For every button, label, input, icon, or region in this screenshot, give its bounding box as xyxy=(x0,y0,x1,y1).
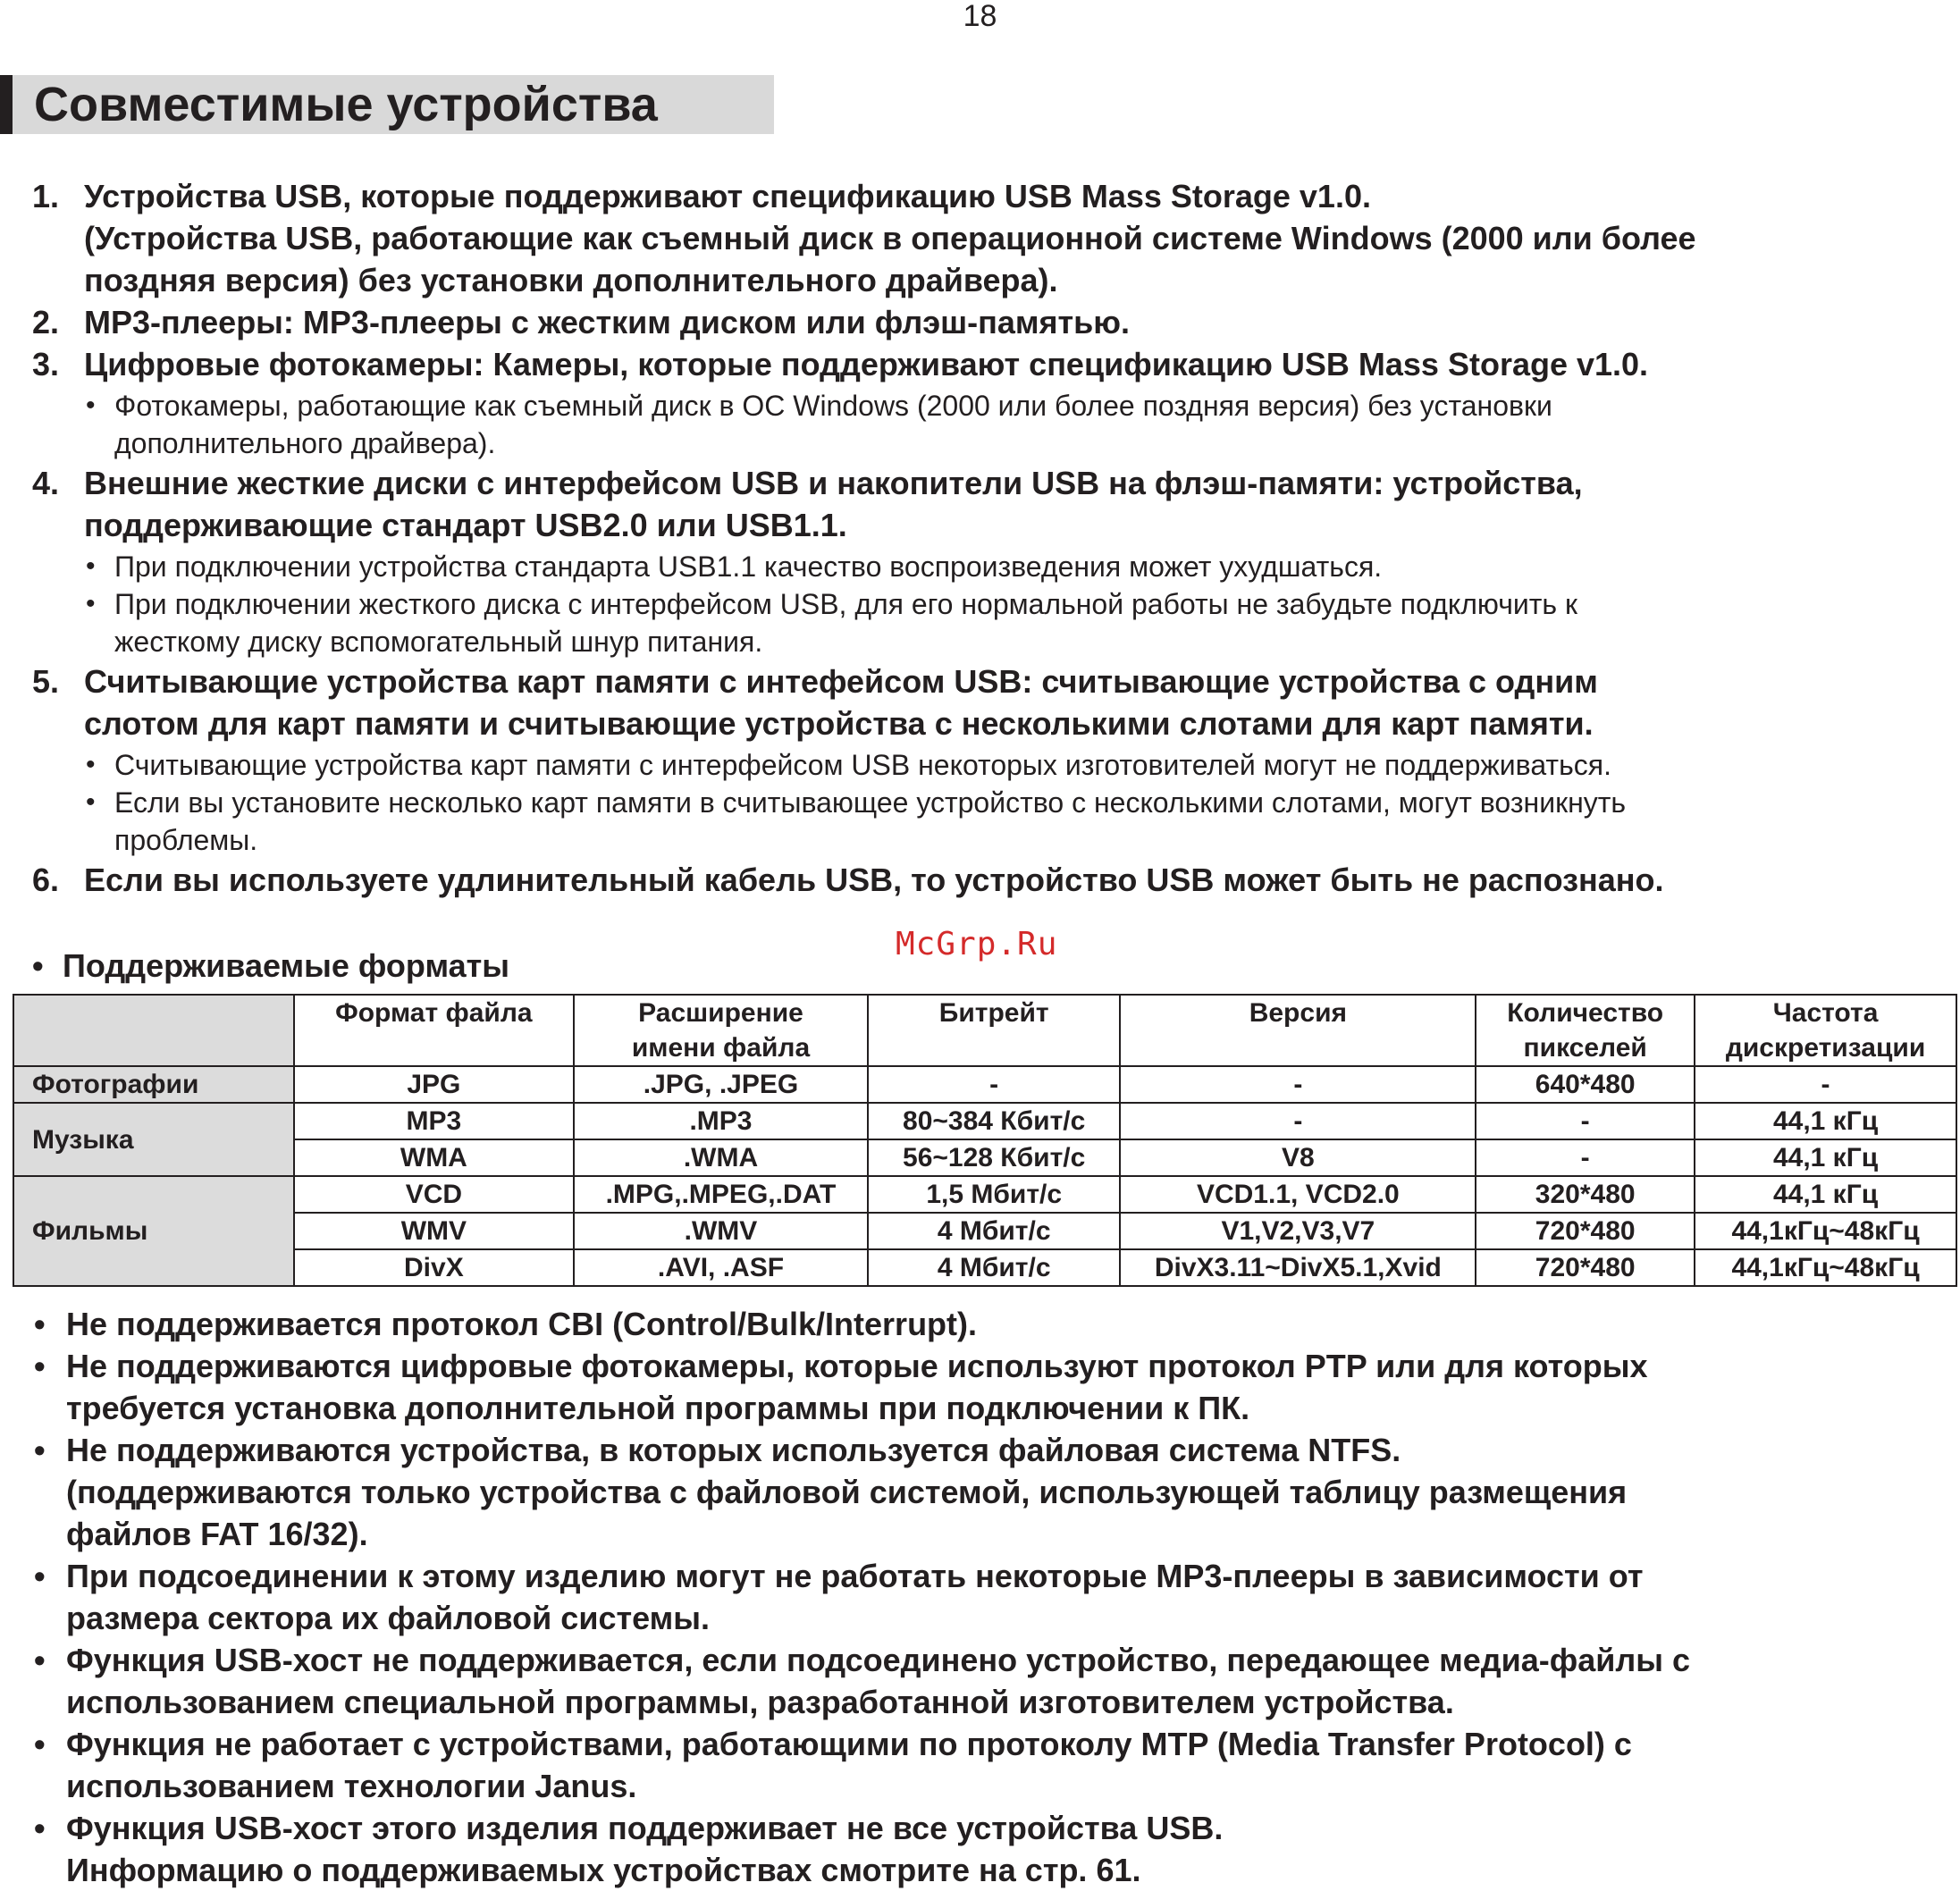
table-cell: - xyxy=(1120,1066,1476,1103)
category-cell: Фильмы xyxy=(13,1176,294,1286)
table-header-row xyxy=(13,995,1956,1066)
item-text: MP3-плееры: MP3-плееры с жестким диском или флэш-памятью. xyxy=(84,304,1130,340)
note-text: Функция не работает с устройствами, работающими по протоколу MTP (Media Transfer Protocol) с xyxy=(66,1726,1632,1762)
bullet-icon: • xyxy=(34,1810,46,1846)
table-cell: .MPG,.MPEG,.DAT xyxy=(574,1176,868,1213)
table-header: Количество пикселей xyxy=(1476,995,1695,1066)
notes-list xyxy=(32,1303,1954,1891)
table-cell: MP3 xyxy=(294,1103,574,1139)
note-item xyxy=(32,1723,1954,1807)
bullet-icon: • xyxy=(86,787,96,817)
bullet-icon: • xyxy=(86,589,96,618)
list-item xyxy=(32,301,1936,343)
table-header: Формат файла xyxy=(294,995,574,1066)
watermark: McGrp.Ru xyxy=(896,926,1058,962)
item-number: 5. xyxy=(32,663,60,700)
page-title: Совместимые устройства xyxy=(34,78,658,131)
note-text: требуется установка дополнительной программы при подключении к ПК. xyxy=(66,1390,1250,1426)
list-item xyxy=(32,462,1936,660)
item-number: 1. xyxy=(32,178,60,214)
table-row xyxy=(13,1176,1956,1213)
table-row xyxy=(13,1213,1956,1249)
formats-table xyxy=(13,994,1957,1287)
item-text: поддерживающие стандарт USB2.0 или USB1.1. xyxy=(84,507,847,543)
table-cell: JPG xyxy=(294,1066,574,1103)
table-cell: DivX xyxy=(294,1249,574,1286)
table-cell: .JPG, .JPEG xyxy=(574,1066,868,1103)
table-cell: 44,1 кГц xyxy=(1695,1103,1956,1139)
table-row xyxy=(13,1249,1956,1286)
bullet-icon: • xyxy=(34,1306,46,1342)
table-cell: 720*480 xyxy=(1476,1249,1695,1286)
item-text: Внешние жесткие диски с интерфейсом USB и накопители USB на флэш-памяти: устройства, xyxy=(84,465,1583,501)
table-cell: - xyxy=(1476,1103,1695,1139)
item-text: слотом для карт памяти и считывающие устройства с несколькими слотами для карт памяти. xyxy=(84,705,1594,742)
item-number: 6. xyxy=(32,861,60,898)
note-text: размера сектора их файловой системы. xyxy=(66,1600,711,1636)
table-cell: .MP3 xyxy=(574,1103,868,1139)
category-cell: Фотографии xyxy=(13,1066,294,1103)
table-cell: 1,5 Мбит/с xyxy=(868,1176,1121,1213)
category-cell: Музыка xyxy=(13,1103,294,1176)
formats-heading xyxy=(32,946,509,987)
table-cell: WMV xyxy=(294,1213,574,1249)
table-cell: - xyxy=(1120,1103,1476,1139)
table-cell: 56~128 Кбит/с xyxy=(868,1139,1121,1176)
list-item xyxy=(32,343,1936,462)
formats-heading-text: Поддерживаемые форматы xyxy=(63,947,509,984)
page-number: 18 xyxy=(963,0,997,33)
note-text: использованием технологии Janus. xyxy=(66,1768,637,1804)
compatible-devices-list xyxy=(32,175,1936,901)
sub-bullet-list xyxy=(84,548,1936,660)
bullet-icon: • xyxy=(34,1432,46,1468)
note-text: Не поддерживаются устройства, в которых используется файловая система NTFS. xyxy=(66,1432,1401,1468)
table-cell: 4 Мбит/с xyxy=(868,1249,1121,1286)
sub-bullet xyxy=(84,746,1936,784)
bullet-icon: • xyxy=(86,551,96,581)
table-cell: .AVI, .ASF xyxy=(574,1249,868,1286)
bullet-text: дополнительного драйвера). xyxy=(114,427,496,459)
sub-bullet xyxy=(84,387,1936,462)
item-text: Считывающие устройства карт памяти с интефейсом USB: считывающие устройства с одним xyxy=(84,663,1598,700)
sub-bullet xyxy=(84,784,1936,859)
bullet-icon: • xyxy=(34,1726,46,1762)
note-item xyxy=(32,1429,1954,1555)
table-cell: 80~384 Кбит/с xyxy=(868,1103,1121,1139)
note-text: Не поддерживаются цифровые фотокамеры, которые используют протокол PTP или для которых xyxy=(66,1348,1648,1384)
sub-bullet-list xyxy=(84,746,1936,859)
table-row xyxy=(13,1103,1956,1139)
note-text: файлов FAT 16/32). xyxy=(66,1516,368,1552)
bullet-text: Фотокамеры, работающие как съемный диск в ОС Windows (2000 или более поздняя версия) без установки xyxy=(114,390,1552,422)
table-cell: 720*480 xyxy=(1476,1213,1695,1249)
note-item xyxy=(32,1639,1954,1723)
bullet-icon: • xyxy=(34,1558,46,1594)
sub-bullet xyxy=(84,585,1936,660)
item-text: (Устройства USB, работающие как съемный диск в операционной системе Windows (2000 или более xyxy=(84,220,1696,256)
bullet-text: Считывающие устройства карт памяти с интерфейсом USB некоторых изготовителей могут не поддерживаться. xyxy=(114,749,1611,781)
table-cell: 44,1 кГц xyxy=(1695,1139,1956,1176)
table-header: Версия xyxy=(1120,995,1476,1066)
note-text: Функция USB-хост этого изделия поддерживает не все устройства USB. xyxy=(66,1810,1224,1846)
table-cell: - xyxy=(1476,1139,1695,1176)
bullet-text: жесткому диску вспомогательный шнур питания. xyxy=(114,626,763,658)
table-cell: 44,1кГц~48кГц xyxy=(1695,1249,1956,1286)
table-cell: 640*480 xyxy=(1476,1066,1695,1103)
table-cell: VCD1.1, VCD2.0 xyxy=(1120,1176,1476,1213)
sub-bullet-list xyxy=(84,387,1936,462)
table-row xyxy=(13,1139,1956,1176)
item-text: Если вы используете удлинительный кабель USB, то устройство USB может быть не распознано. xyxy=(84,861,1664,898)
note-text: использованием специальной программы, разработанной изготовителем устройства. xyxy=(66,1684,1454,1720)
note-item xyxy=(32,1345,1954,1429)
list-item xyxy=(32,660,1936,859)
table-row xyxy=(13,1066,1956,1103)
table-cell: 4 Мбит/с xyxy=(868,1213,1121,1249)
note-item xyxy=(32,1807,1954,1891)
table-header: Частота дискретизации xyxy=(1695,995,1956,1066)
table-cell: V8 xyxy=(1120,1139,1476,1176)
table-cell: V1,V2,V3,V7 xyxy=(1120,1213,1476,1249)
note-item xyxy=(32,1303,1954,1345)
bullet-icon: • xyxy=(34,1348,46,1384)
table-cell: 44,1кГц~48кГц xyxy=(1695,1213,1956,1249)
table-cell: VCD xyxy=(294,1176,574,1213)
table-header: Расширение имени файла xyxy=(574,995,868,1066)
bullet-icon: • xyxy=(86,750,96,779)
table-header: Битрейт xyxy=(868,995,1121,1066)
table-cell: 320*480 xyxy=(1476,1176,1695,1213)
bullet-text: При подключении жесткого диска с интерфейсом USB, для его нормальной работы не забудьте подключить к xyxy=(114,588,1577,620)
note-text: При подсоединении к этому изделию могут не работать некоторые MP3-плееры в зависимости от xyxy=(66,1558,1644,1594)
table-cell: .WMA xyxy=(574,1139,868,1176)
note-item xyxy=(32,1555,1954,1639)
table-cell: .WMV xyxy=(574,1213,868,1249)
item-text: Цифровые фотокамеры: Камеры, которые поддерживают спецификацию USB Mass Storage v1.0. xyxy=(84,346,1649,382)
note-text: Информацию о поддерживаемых устройствах смотрите на стр. 61. xyxy=(66,1852,1141,1888)
table-cell: - xyxy=(868,1066,1121,1103)
note-text: Функция USB-хост не поддерживается, если подсоединено устройство, передающее медиа-файлы с xyxy=(66,1642,1691,1678)
bullet-text: Если вы установите несколько карт памяти в считывающее устройство с несколькими слотами, могут возникнуть xyxy=(114,786,1627,819)
section-title-bar xyxy=(0,75,774,134)
item-number: 2. xyxy=(32,304,60,340)
bullet-text: При подключении устройства стандарта USB1.1 качество воспроизведения может ухудшаться. xyxy=(114,550,1383,583)
table-cell: - xyxy=(1695,1066,1956,1103)
list-item xyxy=(32,859,1936,901)
table-cell: DivX3.11~DivX5.1,Xvid xyxy=(1120,1249,1476,1286)
item-text: Устройства USB, которые поддерживают спецификацию USB Mass Storage v1.0. xyxy=(84,178,1371,214)
item-number: 4. xyxy=(32,465,60,501)
note-text: Не поддерживается протокол CBI (Control/Bulk/Interrupt). xyxy=(66,1306,978,1342)
bullet-icon: • xyxy=(86,391,96,420)
table-cell: WMA xyxy=(294,1139,574,1176)
sub-bullet xyxy=(84,548,1936,585)
table-header-corner xyxy=(13,995,294,1066)
table-cell: 44,1 кГц xyxy=(1695,1176,1956,1213)
item-number: 3. xyxy=(32,346,60,382)
bullet-text: проблемы. xyxy=(114,824,258,856)
bullet-icon: • xyxy=(32,947,44,984)
note-text: (поддерживаются только устройства с файловой системой, использующей таблицу размещения xyxy=(66,1474,1628,1510)
bullet-icon: • xyxy=(34,1642,46,1678)
item-text: поздняя версия) без установки дополнительного драйвера). xyxy=(84,262,1058,298)
list-item xyxy=(32,175,1936,301)
